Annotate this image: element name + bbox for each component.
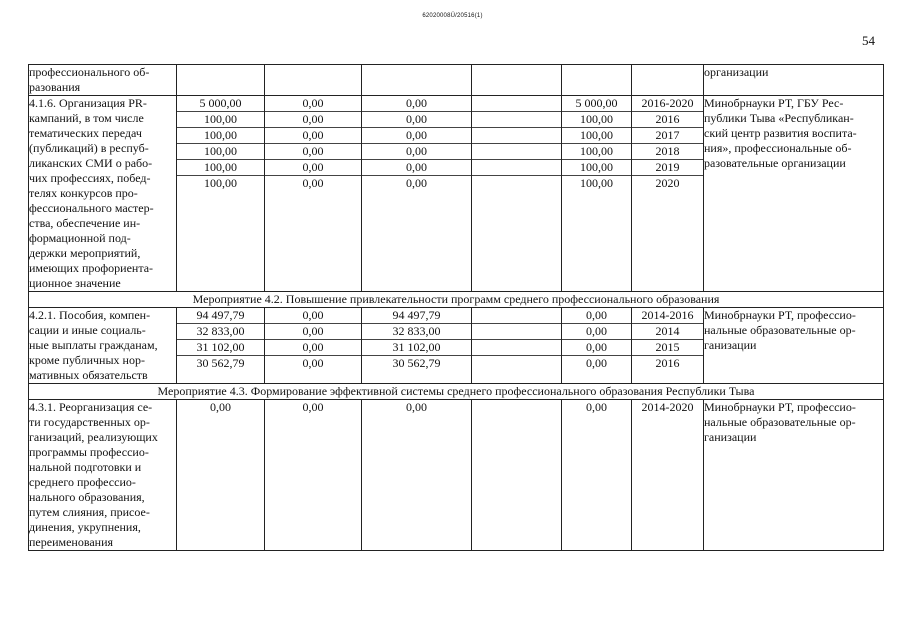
value <box>472 324 561 340</box>
republic-cell <box>362 400 472 551</box>
text-line: кроме публичных нор- <box>29 353 145 367</box>
text-line: программы профессио- <box>29 445 149 459</box>
text-line: ния», профессиональные об- <box>704 141 852 155</box>
value: 94 497,79 <box>177 308 264 324</box>
name-cell <box>29 65 177 96</box>
value <box>472 128 561 144</box>
federal-cell <box>265 400 362 551</box>
value: 2017 <box>632 128 703 144</box>
text-line: ти государственных ор- <box>29 415 150 429</box>
years-cell <box>632 65 704 96</box>
total-cell <box>177 96 265 292</box>
text-line: профессионального об- <box>29 65 150 79</box>
value: 100,00 <box>177 128 264 144</box>
value: 100,00 <box>177 144 264 160</box>
value: 100,00 <box>204 176 237 190</box>
text-line: среднего профессио- <box>29 475 136 489</box>
text-line: ганизации <box>704 430 757 444</box>
value: 0,00 <box>265 112 361 128</box>
text-line: разования <box>29 80 81 94</box>
text-line: ганизаций, реализующих <box>29 430 158 444</box>
value: 2018 <box>632 144 703 160</box>
text-line: мативных обязательств <box>29 368 148 382</box>
text-line: ционное значение <box>29 276 121 290</box>
value: 2019 <box>632 160 703 176</box>
republic-cell <box>362 96 472 292</box>
republic-cell <box>362 65 472 96</box>
text-line: путем слияния, присое- <box>29 505 150 519</box>
text-line: ликанских СМИ о рабо- <box>29 156 153 170</box>
section-heading: Мероприятие 4.2. Повышение привлекательности программ среднего профессионального образования <box>29 292 884 308</box>
text-line: ства, обеспечение ин- <box>29 216 141 230</box>
text-line: кампаний, в том числе <box>29 111 144 125</box>
value <box>472 160 561 176</box>
total-cell <box>177 65 265 96</box>
text-line: телях конкурсов про- <box>29 186 138 200</box>
value: 30 562,79 <box>196 356 245 370</box>
value <box>472 112 561 128</box>
text-line: Минобрнауки РТ, профессио- <box>704 308 856 322</box>
value: 94 497,79 <box>362 308 471 324</box>
value: 0,00 <box>562 308 631 324</box>
value: 2014 <box>632 324 703 340</box>
municipal-cell <box>472 96 562 292</box>
federal-cell <box>265 65 362 96</box>
text-line: ные выплаты гражданам, <box>29 338 158 352</box>
value: 2016-2020 <box>632 96 703 112</box>
responsible-cell <box>704 400 884 551</box>
text-line: имеющих профориента- <box>29 261 154 275</box>
table-row <box>29 400 884 551</box>
text-line: фессионального мастер- <box>29 201 154 215</box>
text-line: переименования <box>29 535 114 549</box>
value: 30 562,79 <box>392 356 441 370</box>
text-line: 4.3.1. Реорганизация се- <box>29 400 153 414</box>
value: 0,00 <box>362 96 471 112</box>
value: 100,00 <box>177 112 264 128</box>
text-line: Минобрнауки РТ, профессио- <box>704 400 856 414</box>
extra-cell <box>562 65 632 96</box>
extra-cell <box>562 308 632 384</box>
name-cell <box>29 96 177 292</box>
value: 0,00 <box>265 324 361 340</box>
text-line: нальные образовательные ор- <box>704 415 856 429</box>
value: 100,00 <box>580 176 613 190</box>
value: 0,00 <box>265 96 361 112</box>
value: 2020 <box>655 176 680 190</box>
value: 0,00 <box>265 340 361 356</box>
value: 0,00 <box>362 160 471 176</box>
value: 2016 <box>655 356 680 370</box>
value: 0,00 <box>586 400 607 414</box>
value: 0,00 <box>362 112 471 128</box>
value: 0,00 <box>265 128 361 144</box>
municipal-cell <box>472 400 562 551</box>
value <box>472 308 561 324</box>
value: 0,00 <box>562 340 631 356</box>
value: 0,00 <box>362 128 471 144</box>
federal-cell <box>265 308 362 384</box>
value: 0,00 <box>302 400 324 414</box>
page-number: 54 <box>862 33 875 48</box>
years-cell <box>632 96 704 292</box>
name-cell <box>29 308 177 384</box>
value: 0,00 <box>265 144 361 160</box>
value: 5 000,00 <box>177 96 264 112</box>
value: 100,00 <box>562 144 631 160</box>
extra-cell <box>562 96 632 292</box>
value: 2014-2020 <box>641 400 694 414</box>
value: 0,00 <box>302 356 324 370</box>
value: 0,00 <box>406 400 427 414</box>
table-row <box>29 65 884 96</box>
years-cell <box>632 308 704 384</box>
text-line: динения, укрупнения, <box>29 520 141 534</box>
federal-cell <box>265 96 362 292</box>
table-row <box>29 308 884 384</box>
value: 100,00 <box>562 160 631 176</box>
section-heading: Мероприятие 4.3. Формирование эффективной системы среднего профессионального образования Республики Тыва <box>29 384 884 400</box>
total-cell <box>177 400 265 551</box>
text-line: Минобрнауки РТ, ГБУ Рес- <box>704 96 844 110</box>
value: 100,00 <box>562 128 631 144</box>
extra-cell <box>562 400 632 551</box>
value: 0,00 <box>562 324 631 340</box>
value <box>472 96 561 112</box>
value: 31 102,00 <box>177 340 264 356</box>
text-line: нальной подготовки и <box>29 460 142 474</box>
responsible-cell <box>704 65 884 96</box>
document-header-code: 62020008Ü/20516(1) <box>422 13 483 19</box>
value <box>472 176 561 191</box>
text-line: организации <box>704 65 769 79</box>
value: 0,00 <box>265 308 361 324</box>
value: 31 102,00 <box>362 340 471 356</box>
text-line: ский центр развития воспита- <box>704 126 857 140</box>
years-cell <box>632 400 704 551</box>
text-line: сации и иные социаль- <box>29 323 146 337</box>
program-table <box>28 64 884 551</box>
table-row <box>29 96 884 292</box>
value <box>472 356 561 371</box>
value: 0,00 <box>265 160 361 176</box>
text-line: публики Тыва «Республикан- <box>704 111 854 125</box>
text-line: держки мероприятий, <box>29 246 141 260</box>
value: 32 833,00 <box>177 324 264 340</box>
responsible-cell <box>704 96 884 292</box>
text-line: (публикаций) в респуб- <box>29 141 149 155</box>
text-line: нального образования, <box>29 490 145 504</box>
value <box>472 340 561 356</box>
name-cell <box>29 400 177 551</box>
value: 0,00 <box>302 176 324 190</box>
text-line: 4.1.6. Организация PR- <box>29 96 147 110</box>
text-line: ганизации <box>704 338 757 352</box>
value: 5 000,00 <box>562 96 631 112</box>
section-row <box>29 384 884 400</box>
text-line: формационной под- <box>29 231 131 245</box>
responsible-cell <box>704 308 884 384</box>
text-line: тематических передач <box>29 126 142 140</box>
value: 32 833,00 <box>362 324 471 340</box>
value: 0,00 <box>406 176 427 190</box>
value <box>472 144 561 160</box>
municipal-cell <box>472 308 562 384</box>
value: 2015 <box>632 340 703 356</box>
value: 100,00 <box>562 112 631 128</box>
value <box>472 400 561 415</box>
value: 2014-2016 <box>632 308 703 324</box>
value: 0,00 <box>586 356 607 370</box>
text-line: разовательные организации <box>704 156 846 170</box>
section-row <box>29 292 884 308</box>
value: 100,00 <box>177 160 264 176</box>
text-line: 4.2.1. Пособия, компен- <box>29 308 151 322</box>
total-cell <box>177 308 265 384</box>
value: 2016 <box>632 112 703 128</box>
text-line: чих профессиях, побед- <box>29 171 151 185</box>
municipal-cell <box>472 65 562 96</box>
republic-cell <box>362 308 472 384</box>
value: 0,00 <box>210 400 231 414</box>
value: 0,00 <box>362 144 471 160</box>
text-line: нальные образовательные ор- <box>704 323 856 337</box>
